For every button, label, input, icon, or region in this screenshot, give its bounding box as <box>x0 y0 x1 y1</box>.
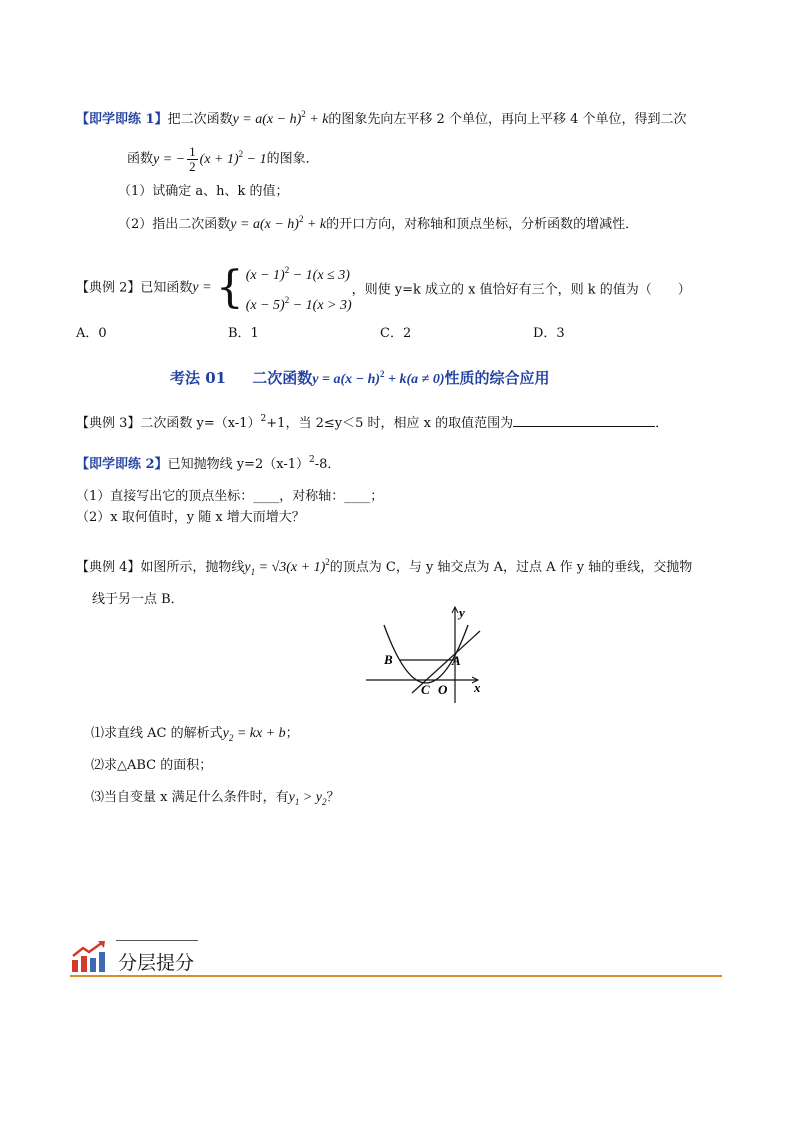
bar-chart-growth-icon <box>70 940 108 974</box>
footer-rule <box>70 975 722 977</box>
practice-2: 【即学即练 2】已知抛物线 $y=2(x-1)^2-8$． <box>76 455 341 472</box>
footer-title: 分层提分 <box>118 952 195 974</box>
practice-1-q2: （2）指出二次函数$y = a(x - h)^2 + k$的开口方向，对称轴和顶点坐标，分析函数的增减性． <box>118 214 639 232</box>
option-b: B．1 <box>228 326 259 341</box>
label-c: C <box>421 682 430 697</box>
parabola-figure <box>362 603 490 705</box>
label-b: B <box>384 652 393 667</box>
fraction: $\frac{1}{2}$ <box>189 144 196 174</box>
label-a: A <box>452 653 461 668</box>
footer-divider-top <box>116 940 198 941</box>
option-d: D．3 <box>533 326 565 341</box>
label-x: x <box>474 680 481 695</box>
practice-1: 【即学即练 1】把二次函数$y = a(x - h)^2 + k$的图象先向左平移 2 个单位，再向上平移 4 个单位，得到二次 <box>76 109 687 127</box>
label-y: y <box>459 605 465 620</box>
formula: $y = a(x - h)^2 + k$ <box>232 109 329 127</box>
practice-2-q1: （1）直接写出它的顶点坐标：____，对称轴：____； <box>76 489 384 504</box>
label-o: O <box>438 682 448 697</box>
section-heading: 考法 01 二次函数$y = a(x - h)^2 + k(a \ne 0)$性质的综合应用 <box>170 369 550 387</box>
example-3: 【典例 3】二次函数 $y=(x-1)^2+1$，当 2≤y＜5 时，相应 x 的取值范围为 ． <box>76 414 669 431</box>
option-c: C．2 <box>380 326 412 341</box>
left-brace: { <box>215 262 244 313</box>
example-4: 【典例 4】如图所示，抛物线$y_1 = √3(x + 1)^2$的顶点为 C，与 y 轴交点为 A，过点 A 作 y 轴的垂线，交抛物 <box>76 557 693 577</box>
example-4-q2: ⑵求△ABC 的面积； <box>91 758 213 773</box>
example-4-line2: 线于另一点 B． <box>92 592 184 607</box>
practice-1-tag: 【即学即练 1】 <box>76 112 168 127</box>
example-2: 【典例 2】已知函数y = { $(x - 1)^2 - 1(x \le 3)$ $(x - 5)^2 - 1(x > 3)$ ，则使 y=k 成立的 x 值恰好有三个，则 k 的值为（ ） <box>76 258 691 318</box>
example-4-q1: ⑴求直线 AC 的解析式$y_2$ = kx + b； <box>91 726 299 743</box>
practice-2-q2: （2）x 取何值时，y 随 x 增大而增大？ <box>76 510 305 525</box>
practice-1-line2: 函数y = − $\frac{1}{2}$ $(x + 1)^2 - 1$的图象． <box>127 144 319 174</box>
example-4-q3: ⑶当自变量 x 满足什么条件时，有$y_1 > y_2$？ <box>91 790 340 807</box>
option-a: A．0 <box>76 326 107 341</box>
practice-1-q1: （1）试确定 a、h、k 的值； <box>118 184 289 199</box>
answer-blank[interactable] <box>513 414 655 427</box>
piecewise-cases: $(x - 1)^2 - 1(x \le 3)$ $(x - 5)^2 - 1(x > 3)$ <box>245 265 352 313</box>
